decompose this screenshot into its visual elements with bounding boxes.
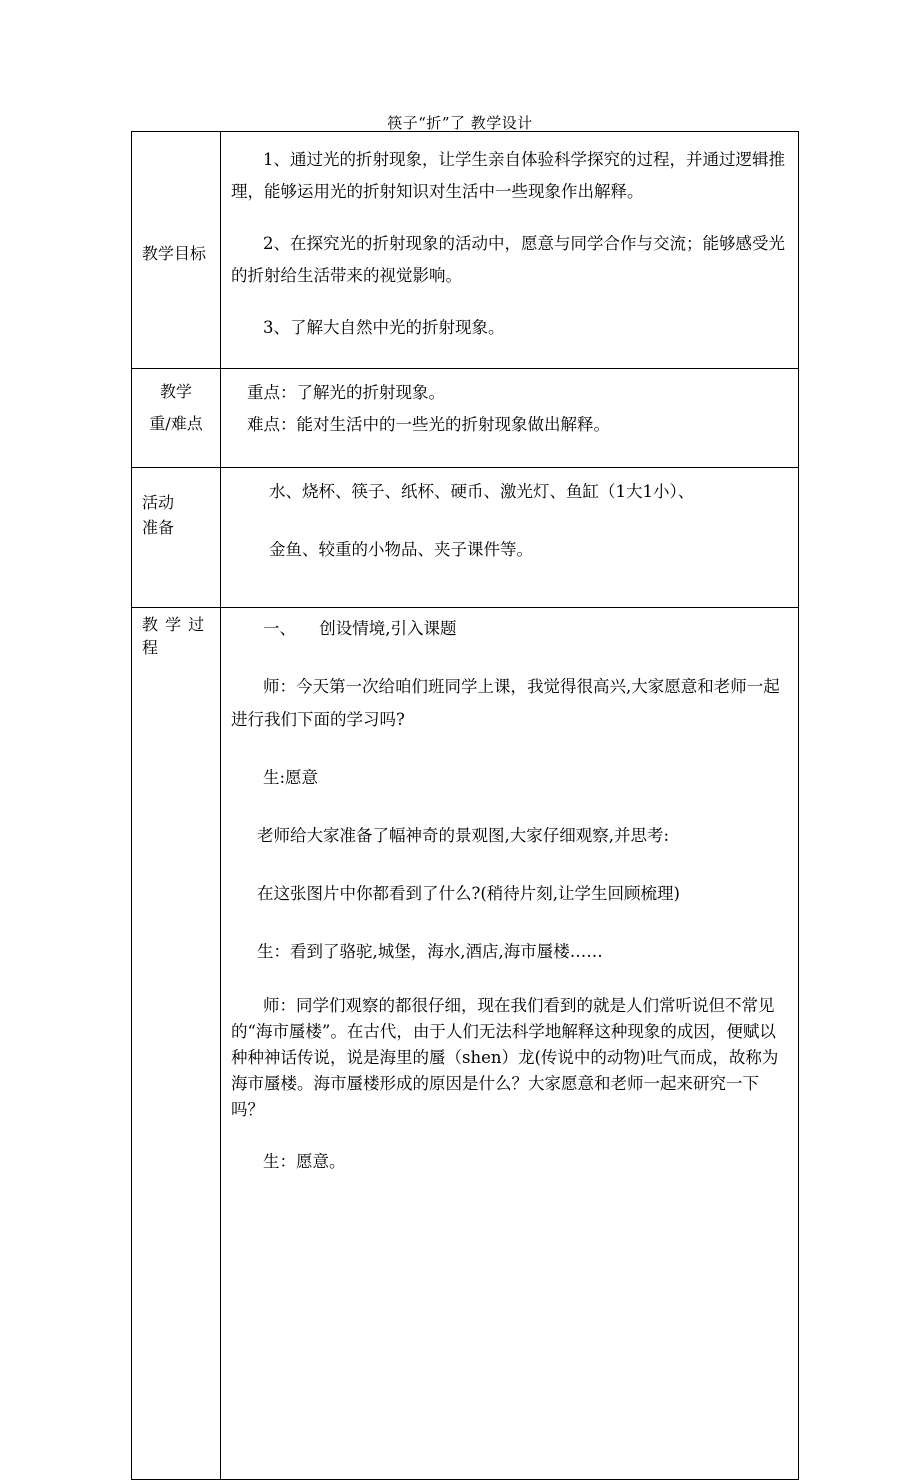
- preparation-row: [132, 468, 799, 608]
- preparation-label-1: 活动: [142, 493, 175, 512]
- section-heading: [231, 615, 788, 642]
- dialogue-paragraph: 生:愿意: [263, 768, 319, 787]
- key-difficulty-row: [132, 369, 799, 468]
- section-number: 一、: [263, 619, 296, 638]
- key-difficulty-label-2: 重/难点: [149, 414, 203, 433]
- goal-item-2: 2、在探究光的折射现象的活动中，愿意与同学合作与交流；能够感受光的折射给生活带来的视觉影响。: [231, 234, 785, 285]
- materials-line-2: 金鱼、较重的小物品、夹子课件等。: [269, 540, 533, 559]
- goal-item-1: 1、通过光的折射现象，让学生亲自体验科学探究的过程，并通过逻辑推理，能够运用光的折射知识对生活中一些现象作出解释。: [231, 150, 785, 201]
- document-title: 筷子“折”了 教学设计: [387, 114, 533, 132]
- dialogue-paragraph: 生：看到了骆驼,城堡，海水,酒店,海市蜃楼……: [257, 942, 603, 961]
- goals-content-cell: [221, 132, 799, 369]
- preparation-content-cell: [221, 468, 799, 608]
- key-point: 重点：了解光的折射现象。: [247, 383, 445, 402]
- process-label-1: 教 学 过: [142, 615, 206, 634]
- process-content-cell: [221, 608, 799, 1480]
- materials-line-1: 水、烧杯、筷子、纸杯、硬币、激光灯、鱼缸（1大1小）、: [269, 482, 695, 501]
- process-label-2: 程: [142, 638, 159, 657]
- dialogue-paragraph: 师：同学们观察的都很仔细，现在我们看到的就是人们常听说但不常见的“海市蜃楼”。在古代，由于人们无法科学地解释这种现象的成因，便赋以种种神话传说，说是海里的蜃（shen）龙(传说中的动物)吐气而成，故称为海市蜃楼。海市蜃楼形成的原因是什么？大家愿意和老师一起来研究一下吗？: [231, 996, 779, 1119]
- process-label-cell: [132, 608, 221, 1480]
- goal-item-3: 3、了解大自然中光的折射现象。: [263, 318, 505, 337]
- key-difficulty-label-1: 教学: [159, 382, 192, 401]
- key-difficulty-content-cell: [221, 369, 799, 468]
- goals-row: [132, 132, 799, 369]
- lesson-plan-table: [131, 131, 799, 1480]
- goals-label: 教学目标: [142, 243, 207, 263]
- dialogue-paragraph: 生：愿意。: [263, 1152, 346, 1171]
- goals-label-cell: [132, 132, 221, 369]
- preparation-label-2: 准备: [142, 518, 175, 537]
- dialogue-paragraph: 老师给大家准备了幅神奇的景观图,大家仔细观察,并思考:: [257, 826, 670, 845]
- process-row: [132, 608, 799, 1480]
- section-title: 创设情境,引入课题: [319, 619, 457, 638]
- preparation-label-cell: [132, 468, 221, 608]
- dialogue-paragraph: 师：今天第一次给咱们班同学上课，我觉得很高兴,大家愿意和老师一起进行我们下面的学习吗?: [231, 677, 780, 729]
- dialogue-paragraph: 在这张图片中你都看到了什么?(稍待片刻,让学生回顾梳理): [257, 884, 680, 903]
- key-difficulty-label-cell: [132, 369, 221, 468]
- difficulty-point: 难点：能对生活中的一些光的折射现象做出解释。: [247, 415, 610, 434]
